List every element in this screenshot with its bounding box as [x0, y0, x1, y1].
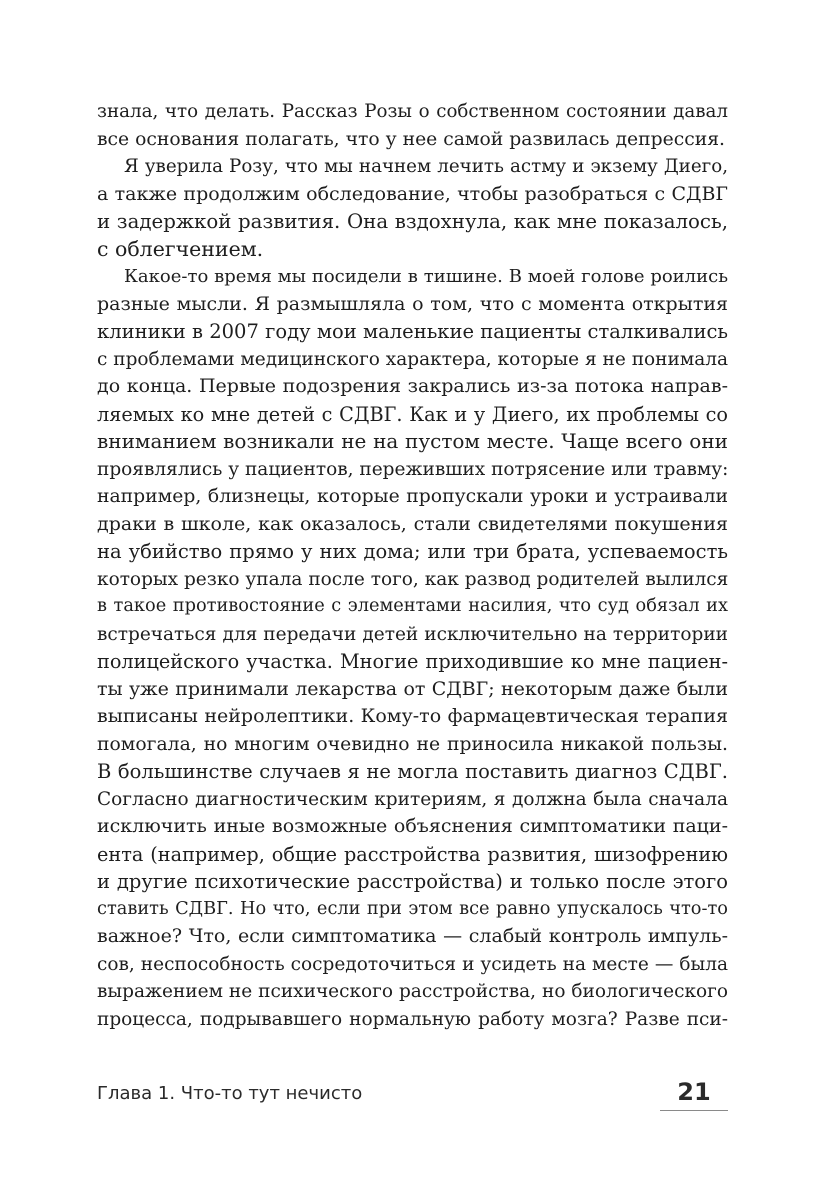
- text-line: драки в школе, как оказалось, стали свидетелями покушения: [97, 512, 728, 535]
- text-line: Согласно диагностическим критериям, я должна была сначала: [97, 788, 728, 810]
- text-line: полицейского участка. Многие приходившие ко мне пациен-: [97, 650, 728, 673]
- text-line: на убийство прямо у них дома; или три брата, успеваемость: [97, 540, 728, 563]
- text-line: ставить СДВГ. Но что, если при этом все равно упускалось что-то: [97, 898, 728, 919]
- text-line: которых резко упала после того, как развод родителей вылился: [97, 568, 729, 590]
- text-line: исключить иные возможные объяснения симптоматики паци-: [97, 815, 728, 837]
- text-line: важное? Что, если симптоматика — слабый контроль импуль-: [97, 925, 728, 947]
- text-line: разные мысли. Я размышляла о том, что с момента открытия: [97, 292, 728, 315]
- text-line: а также продолжим обследование, чтобы разобраться с СДВГ: [97, 182, 728, 205]
- text-line: в такое противостояние с элементами насилия, что суд обязал их: [97, 596, 728, 616]
- running-footer-chapter-title: Глава 1. Что-то тут нечисто: [97, 1083, 363, 1104]
- text-line: и задержкой развития. Она вздохнула, как мне показалось,: [97, 210, 728, 233]
- text-line: вниманием возникали не на пустом месте. Чаще всего они: [97, 429, 728, 453]
- text-line: выражением не психического расстройства, но биологического: [97, 981, 728, 1002]
- page-number: 21: [660, 1076, 728, 1111]
- text-line: сов, неспособность сосредоточиться и усидеть на месте — была: [97, 953, 728, 975]
- text-line: проявлялись у пациентов, переживших потрясение или травму:: [97, 458, 729, 480]
- text-line: например, близнецы, которые пропускали уроки и устраивали: [97, 486, 728, 507]
- text-line: до конца. Первые подозрения закрались из-за потока направ-: [97, 375, 728, 397]
- text-line: знала, что делать. Рассказ Розы о собственном состоянии давал: [97, 101, 728, 122]
- text-line: помогала, но многим очевидно не приносила никакой пользы.: [97, 733, 728, 755]
- text-line: встречаться для передачи детей исключительно на территории: [97, 623, 728, 645]
- text-line: с облегчением.: [97, 236, 264, 261]
- text-line: ляемых ко мне детей с СДВГ. Как и у Диего, их проблемы со: [97, 402, 728, 426]
- body-text: [97, 98, 728, 1033]
- text-line: процесса, подрывавшего нормальную работу мозга? Разве пси-: [97, 1008, 728, 1030]
- text-line: Какое-то время мы посидели в тишине. В моей голове роились: [124, 266, 728, 287]
- text-line: с проблемами медицинского характера, которые я не понимала: [97, 348, 729, 370]
- text-line: все основания полагать, что у нее самой развилась депрессия.: [97, 128, 725, 150]
- text-line: ента (например, общие расстройства развития, шизофрению: [97, 842, 728, 866]
- text-line: и другие психотические расстройства) и только после этого: [97, 870, 728, 893]
- text-line: ты уже принимали лекарства от СДВГ; некоторым даже были: [97, 677, 728, 700]
- text-line: клиники в 2007 году мои маленькие пациенты сталкивались: [97, 320, 728, 343]
- text-line: В большинстве случаев я не могла поставить диагноз СДВГ.: [97, 760, 728, 783]
- text-line: выписаны нейролептики. Кому-то фармацевтическая терапия: [97, 705, 728, 727]
- text-line: Я уверила Розу, что мы начнем лечить астму и экзему Диего,: [124, 156, 728, 177]
